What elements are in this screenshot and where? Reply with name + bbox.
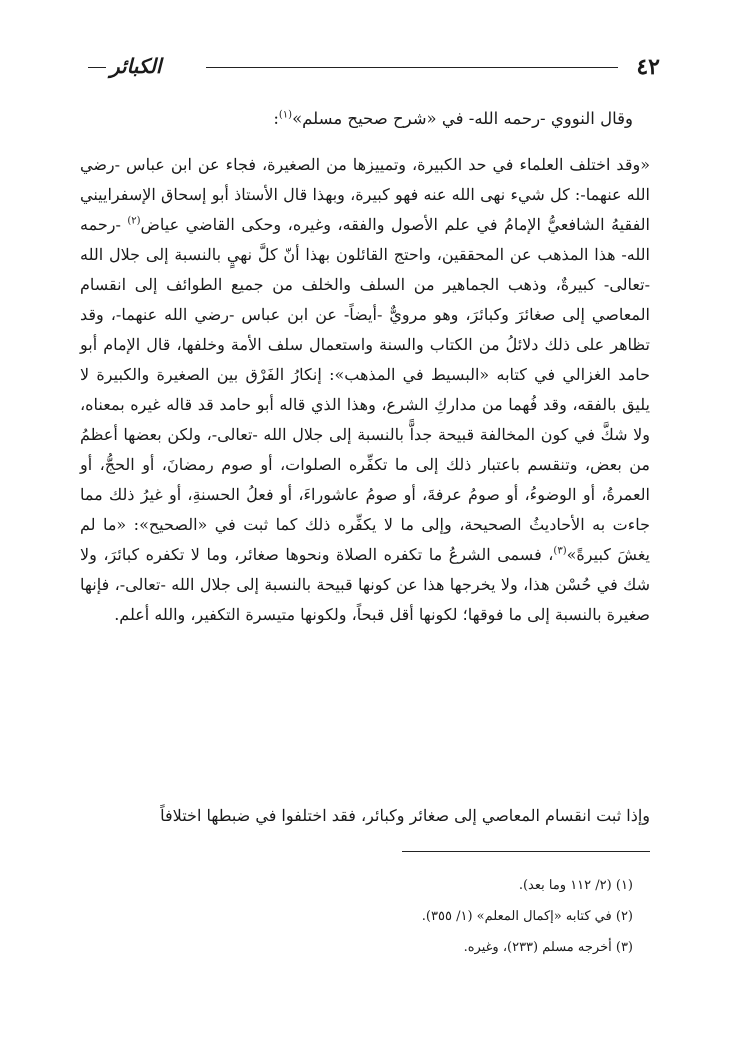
- footnote-2: (٢) في كتابه «إكمال المعلم» (١/ ٣٥٥).: [421, 909, 633, 924]
- running-title: الكبائر: [110, 54, 162, 78]
- closing-line: وإذا ثبت انقسام المعاصي إلى صغائر وكبائر، فقد اختلفوا في ضبطها اختلافاً: [160, 806, 650, 825]
- header-rule: [206, 67, 618, 68]
- footnotes: [133, 870, 633, 963]
- footnote-3: (٣) أخرجه مسلم (٢٣٣)، وغيره.: [463, 940, 633, 955]
- footnote-ref-1: (١): [278, 109, 293, 121]
- quote-paragraph: [80, 150, 650, 630]
- quote-part-2: -رحمه الله- هذا المذهب عن المحققين، واحتج القائلون بهذا أنّ كلَّ نهيٍ بالنسبة إلى جلال الله -تعالى- كبيرةٌ، وذهب الجماهير من السلف والخلف من جميع الطوائف إلى انقسام المعاصي إلى صغائرَ وكبائرَ، وهو مرويٌّ -أيضاً- عن ابن عباس -رضي الله عنهما-، وقد تظاهر على ذلك دلائلُ من الكتاب والسنة واستعمال سلف الأمة وخلفها، قال الإمام أبو حامد الغزالي في كتابه «البسيط في المذهب»: إنكارُ الفَرْق بين الصغيرة والكبيرة لا يليق بالفقه، وقد فُهما من مداركِ الشرع، وهذا الذي قاله أبو حامد قد قاله غيره بمعناه، ولا شكَّ في كون المخالفة قبيحة جداًّ بالنسبة إلى جلال الله -تعالى-، ولكن بعضها أعظمُ من بعض، وتنقسم باعتبار ذلك إلى ما تكفِّره الصلوات، أو صوم رمضانَ، أو الحجُّ، أو العمرةُ، أو الوضوءُ، أو صومُ عرفةَ، أو صومُ عاشوراءَ، أو فعلُ الحسنةِ، أو غيرُ ذلك مما جاءت به الأحاديثُ الصحيحة، وإلى ما لا يكفِّره ذلك كما ثبت في «الصحيح»: «ما لم يغشَ كبيرةً»: [80, 215, 651, 564]
- footnote-ref-2: (٢): [127, 215, 141, 227]
- footnote-1: (١) (٢/ ١١٢ وما بعد).: [518, 878, 633, 893]
- quote-part-3: ، فسمى الشرعُ ما تكفره الصلاة ونحوها صغائر، وما لا تكفره كبائرَ، ولا شك في حُسْن هذا، ولا يخرجها هذا عن كونها قبيحة بالنسبة إلى جلال الله -تعالى-، فإنها صغيرة بالنسبة إلى ما فوقها؛ لكونها أقل قبحاً، ولكونها متيسرة التكفير، والله أعلم.: [80, 545, 650, 624]
- footnote-ref-3: (٣): [553, 545, 567, 557]
- quote-part-1: «وقد اختلف العلماء في حد الكبيرة، وتمييزها من الصغيرة، فجاء عن ابن عباس -رضي الله عنهما-: كل شيء نهى الله عنه فهو كبيرة، وبهذا قال الأستاذ أبو إسحاق الإسفراييني الفقيهُ الشافعيُّ الإمامُ في علم الأصول والفقه، وغيره، وحكى القاضي عياض: [80, 155, 651, 234]
- page-number: ٤٢: [636, 54, 660, 80]
- page-header: [88, 52, 660, 82]
- intro-line: [163, 106, 633, 132]
- intro-colon: :: [273, 109, 279, 128]
- header-rule-tail: [88, 67, 106, 68]
- intro-text: وقال النووي -رحمه الله- في «شرح صحيح مسلم»: [292, 109, 633, 128]
- footnote-rule: [402, 851, 650, 852]
